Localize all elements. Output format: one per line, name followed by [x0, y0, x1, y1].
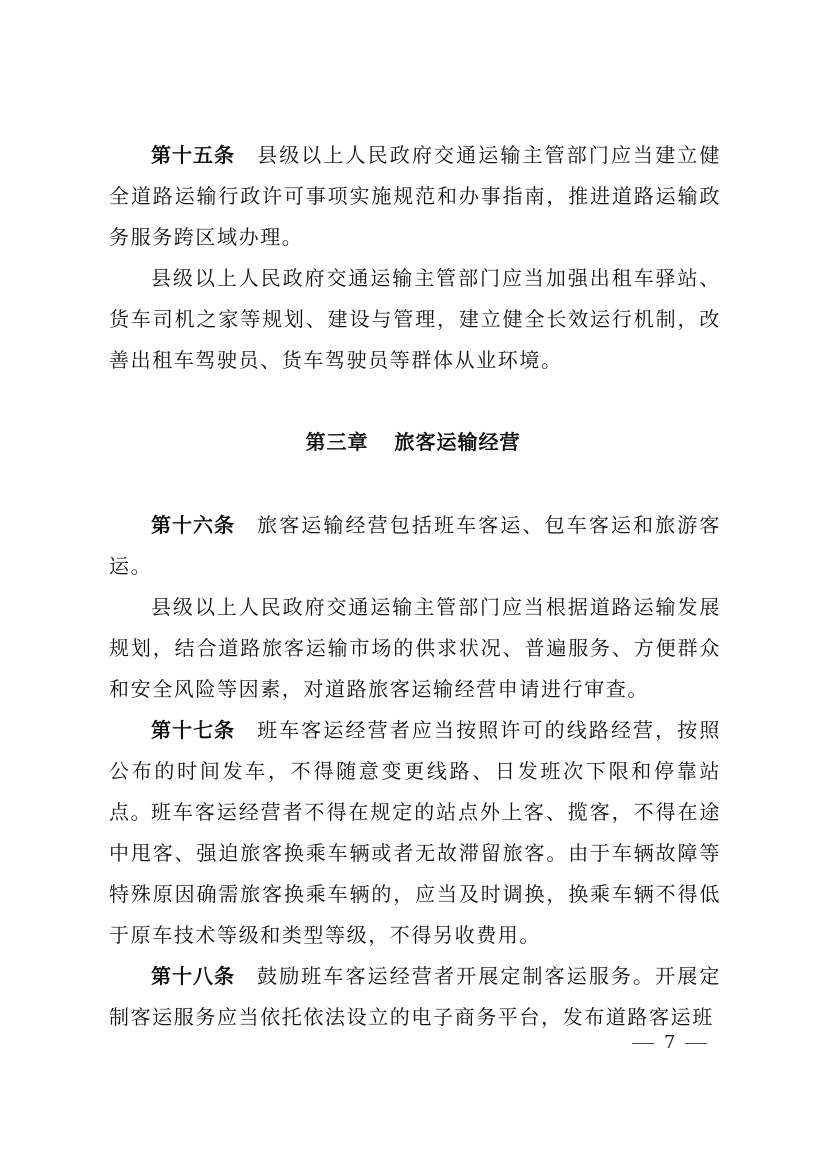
chapter-number: 第三章 [305, 430, 369, 454]
page-number: 7 [664, 1032, 676, 1053]
article-18-paragraph-1 [109, 956, 721, 1038]
chapter-heading [0, 422, 826, 462]
footer-dash-left [632, 1043, 654, 1044]
article-15-heading: 第十五条 [151, 143, 236, 167]
article-15-paragraph-1 [109, 135, 721, 258]
article-16-paragraph-1 [109, 505, 721, 587]
footer-dash-right [685, 1043, 707, 1044]
article-16-heading: 第十六条 [151, 513, 236, 537]
article-16-text-1: 旅客运输经营包括班车客运、包车客运和旅游客运。 [109, 513, 722, 578]
article-17-paragraph-2: 班车客运经营者不得在规定的站点外上客、揽客，不得在途中甩客、强迫旅客换乘车辆或者无故滞留旅客。由于车辆故障等特殊原因确需旅客换乘车辆的，应当及时调换，换乘车辆不得低于原车技术等级和类型等级，不得另收费用。 [109, 800, 721, 947]
article-18-text-1: 鼓励班车客运经营者开展定制客运服务。开展定制客运服务应当依托依法设立的电子商务平台，发布道路客运班 [109, 964, 722, 1029]
article-18-heading: 第十八条 [151, 964, 236, 988]
page-footer [622, 1030, 717, 1056]
article-15-text-1: 县级以上人民政府交通运输主管部门应当建立健全道路运输行政许可事项实施规范和办事指南，推进道路运输政务服务跨区域办理。 [109, 143, 722, 249]
article-15-paragraph-2: 县级以上人民政府交通运输主管部门应当加强出租车驿站、货车司机之家等规划、建设与管理，建立健全长效运行机制，改善出租车驾驶员、货车驾驶员等群体从业环境。 [109, 266, 721, 372]
chapter-title: 旅客运输经营 [394, 430, 521, 454]
article-17-heading: 第十七条 [151, 718, 236, 742]
article-17-text-1: 班车客运经营者应当按照许可的线路经营，按照公布的时间发车，不得随意变更线路、日发班次下限和停靠站点。 [109, 718, 722, 824]
article-16-paragraph-2: 县级以上人民政府交通运输主管部门应当根据道路运输发展规划，结合道路旅客运输市场的供求状况、普遍服务、方便群众和安全风险等因素，对道路旅客运输经营申请进行审查。 [109, 595, 721, 701]
